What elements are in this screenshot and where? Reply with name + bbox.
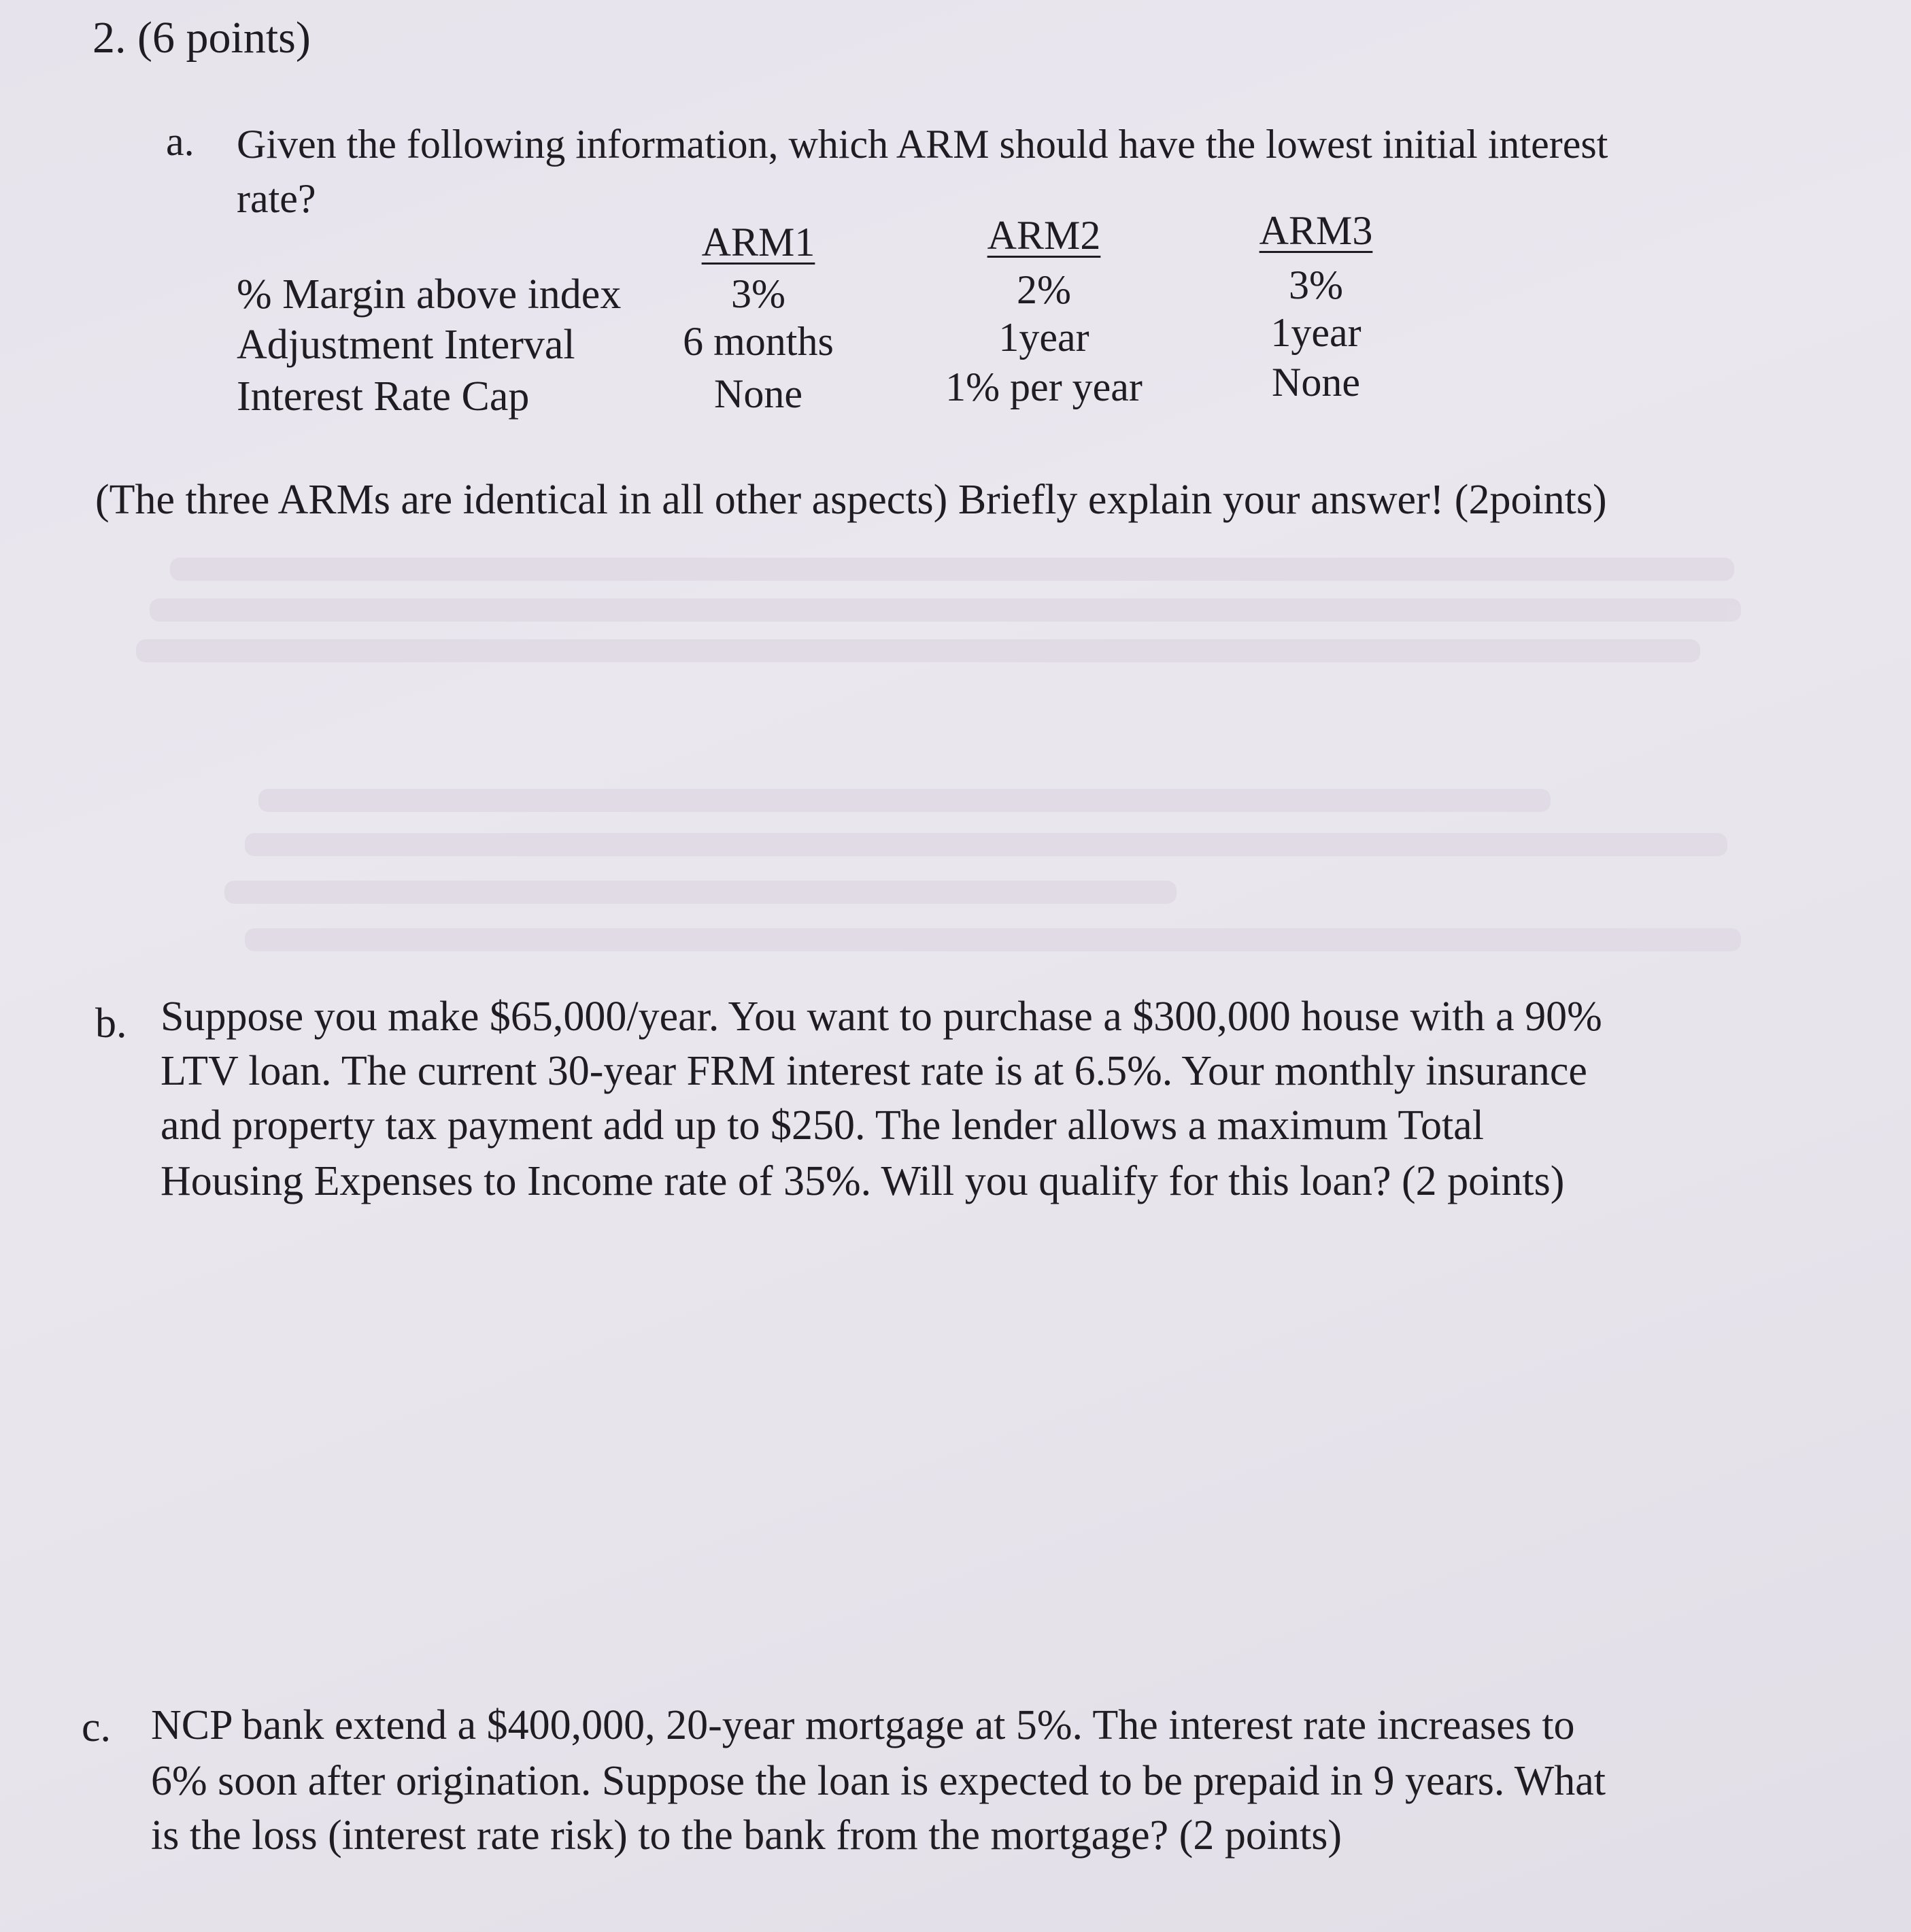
part-c-text-line: 6% soon after origination. Suppose the loan is expected to be prepaid in 9 years. What (151, 1758, 1606, 1804)
question-title: 2. (6 points) (92, 13, 311, 63)
table-cell: 3% (1289, 262, 1343, 307)
row-label-rate-cap: Interest Rate Cap (237, 373, 530, 420)
part-a-label: a. (166, 119, 195, 164)
table-cell: None (714, 371, 802, 416)
part-c-text-line: NCP bank extend a $400,000, 20-year mortgage at 5%. The interest rate increases to (151, 1702, 1575, 1748)
part-b-text-line: LTV loan. The current 30-year FRM interest rate is at 6.5%. Your monthly insurance (160, 1048, 1587, 1094)
part-b-text-line: Suppose you make $65,000/year. You want to purchase a $300,000 house with a 90% (160, 994, 1602, 1040)
table-cell: 3% (731, 271, 785, 316)
row-label-adjustment-interval: Adjustment Interval (237, 322, 575, 368)
column-header-arm2: ARM2 (987, 213, 1101, 258)
table-cell: 1% per year (945, 365, 1143, 409)
part-b-text-line: and property tax payment add up to $250. The lender allows a maximum Total (160, 1102, 1484, 1149)
table-cell: 1year (1270, 310, 1362, 355)
part-a-text-line: rate? (237, 176, 316, 221)
part-b-label: b. (95, 1000, 127, 1047)
table-cell: None (1272, 360, 1360, 405)
column-header-arm3: ARM3 (1259, 208, 1373, 253)
part-b-text-line: Housing Expenses to Income rate of 35%. Will you qualify for this loan? (2 points) (160, 1158, 1565, 1204)
table-cell: 6 months (683, 319, 834, 364)
table-cell: 1year (998, 315, 1089, 360)
row-label-margin: % Margin above index (237, 271, 622, 318)
part-a-note: (The three ARMs are identical in all other aspects) Briefly explain your answer! (2points) (95, 477, 1607, 523)
column-header-arm1: ARM1 (701, 220, 815, 265)
part-c-label: c. (82, 1704, 112, 1750)
table-cell: 2% (1017, 267, 1071, 312)
part-a-text-line: Given the following information, which ARM should have the lowest initial interest (237, 122, 1608, 167)
part-c-text-line: is the loss (interest rate risk) to the bank from the mortgage? (2 points) (151, 1812, 1342, 1859)
